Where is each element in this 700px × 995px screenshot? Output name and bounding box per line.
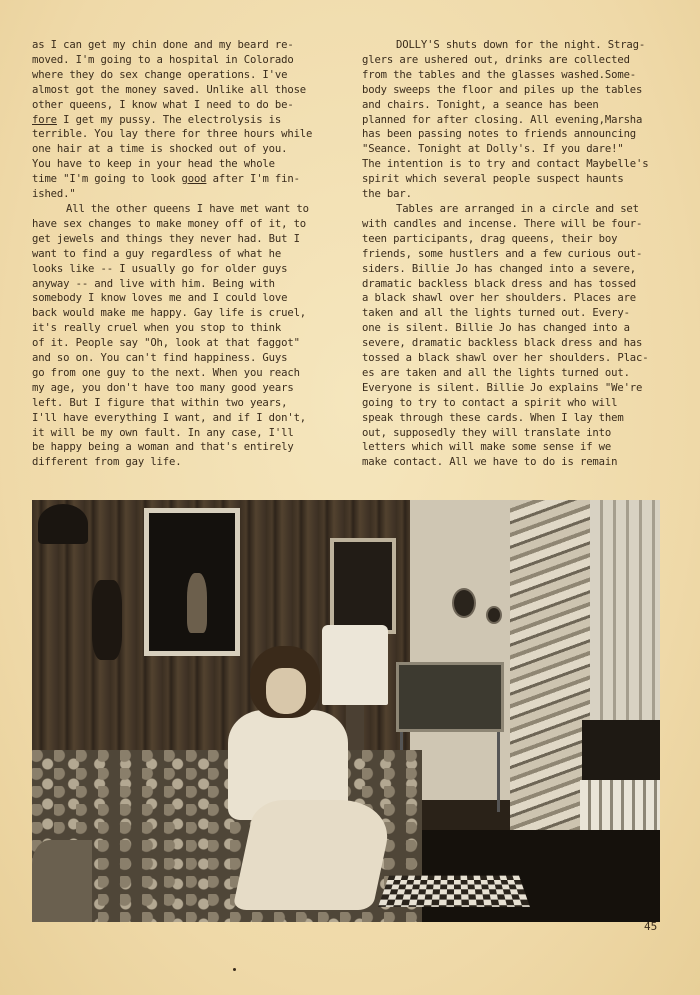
- text-line: back would make me happy. Gay life is cruel,: [32, 307, 307, 320]
- page-number: 45: [644, 920, 658, 933]
- underlined-word: good: [181, 173, 207, 186]
- wall-portrait-oval: [452, 588, 476, 618]
- text-line: as I can get my chin done and my beard re-: [32, 39, 294, 51]
- sofa-arm: [32, 840, 92, 922]
- print-dot: [233, 968, 236, 971]
- wall-sconce: [92, 580, 122, 660]
- left-text-column: [32, 38, 332, 470]
- text-line: All the other queens I have met want to: [66, 202, 309, 215]
- underlined-word: fore: [32, 113, 57, 126]
- text-line: my age, you don't have too many good years: [32, 381, 294, 394]
- chessboard: [378, 876, 530, 907]
- text-line: left. But I figure that within two years,: [32, 396, 288, 409]
- text-line: DOLLY'S shuts down for the night. Strag-: [396, 39, 646, 51]
- text-span: after I'm fin-: [206, 173, 300, 186]
- text-line: looks like -- I usually go for older guys: [32, 262, 288, 275]
- text-line: one hair at a time is shocked out of you.: [32, 143, 288, 156]
- woman-face: [266, 668, 306, 714]
- text-line: Tables are arranged in a circle and set: [396, 202, 639, 215]
- text-line: [32, 113, 332, 128]
- radio-cabinet: [582, 720, 660, 780]
- text-line: a black shawl over her shoulders. Places are: [362, 292, 637, 305]
- text-line: spirit which several people suspect haunts: [362, 173, 624, 186]
- text-line: and chairs. Tonight, a seance has been: [362, 98, 599, 111]
- text-line: other queens, I know what I need to do be-: [32, 98, 294, 111]
- right-text-column: [362, 38, 662, 470]
- text-line: anyway -- and live with him. Being with: [32, 277, 275, 290]
- window-sheer: [590, 500, 660, 720]
- text-line: somebody I know loves me and I could love: [32, 292, 288, 305]
- text-line: of it. People say "Oh, look at that faggot": [32, 337, 300, 350]
- text-line: teen participants, drag queens, their boy: [362, 232, 618, 245]
- text-span: I get my pussy. The electrolysis is: [56, 113, 282, 126]
- text-line: dramatic backless black dress and has tossed: [362, 277, 637, 290]
- text-line: Everyone is silent. Billie Jo explains "We're: [362, 381, 643, 394]
- framed-mirror: [330, 538, 396, 634]
- text-line: es are taken and all the lights turned out.: [362, 366, 630, 379]
- text-line: have sex changes to make money off of it, to: [32, 217, 307, 230]
- text-line: The intention is to try and contact Maybelle's: [362, 158, 649, 171]
- text-line: from the tables and the glasses washed.Some-: [362, 68, 637, 81]
- text-line: taken and all the lights turned out. Every-: [362, 307, 630, 320]
- text-line: different from gay life.: [32, 456, 182, 469]
- text-line: "Seance. Tonight at Dolly's. If you dare!": [362, 143, 624, 156]
- text-line: siders. Billie Jo has changed into a severe,: [362, 262, 637, 275]
- text-line: planned for after closing. All evening,Marsha: [362, 113, 643, 126]
- text-line: going to try to contact a spirit who will: [362, 396, 618, 409]
- wall-plate-small: [486, 606, 502, 624]
- text-line: get jewels and things they never had. But I: [32, 232, 300, 245]
- lamp-shade: [322, 625, 388, 705]
- framed-painting: [144, 508, 240, 656]
- text-line: has been passing notes to friends announcing: [362, 128, 637, 141]
- text-line: speak through these cards. When I lay them: [362, 411, 624, 424]
- text-line: You have to keep in your head the whole: [32, 158, 275, 171]
- interior-photograph: [32, 500, 660, 922]
- text-line: one is silent. Billie Jo has changed into a: [362, 322, 630, 335]
- text-line: [32, 172, 332, 187]
- text-line: go from one guy to the next. When you reach: [32, 366, 300, 379]
- aquarium: [396, 662, 504, 732]
- text-line: want to find a guy regardless of what he: [32, 247, 282, 260]
- painting-figure: [187, 573, 207, 633]
- text-line: with candles and incense. There will be four-: [362, 217, 643, 230]
- text-line: tossed a black shawl over her shoulders. Plac-: [362, 352, 649, 365]
- text-line: terrible. You lay there for three hours while: [32, 128, 313, 141]
- text-line: severe, dramatic backless black dress and has: [362, 337, 643, 350]
- floral-curtain: [510, 500, 590, 860]
- text-line: I'll have everything I want, and if I don't,: [32, 411, 307, 424]
- bell-lamp-icon: [38, 504, 88, 544]
- text-span: time "I'm going to look: [32, 173, 182, 186]
- text-line: friends, some hustlers and a few curious out-: [362, 247, 643, 260]
- text-line: ished.": [32, 188, 76, 201]
- text-line: the bar.: [362, 188, 412, 201]
- text-line: it will be my own fault. In any case, I'll: [32, 426, 294, 439]
- text-line: it's really cruel when you stop to think: [32, 322, 282, 335]
- text-line: glers are ushered out, drinks are collected: [362, 53, 630, 66]
- text-line: out, supposedly they will translate into: [362, 426, 612, 439]
- text-line: almost got the money saved. Unlike all those: [32, 83, 307, 96]
- text-line: where they do sex change operations. I've: [32, 68, 288, 81]
- text-line: be happy being a woman and that's entirely: [32, 441, 294, 454]
- text-line: and so on. You can't find happiness. Guys: [32, 352, 288, 365]
- text-line: body sweeps the floor and piles up the tables: [362, 83, 643, 96]
- text-line: moved. I'm going to a hospital in Colorado: [32, 53, 294, 66]
- text-line: letters which will make some sense if we: [362, 441, 612, 454]
- text-line: make contact. All we have to do is remain: [362, 456, 618, 469]
- woman-legs: [232, 800, 395, 910]
